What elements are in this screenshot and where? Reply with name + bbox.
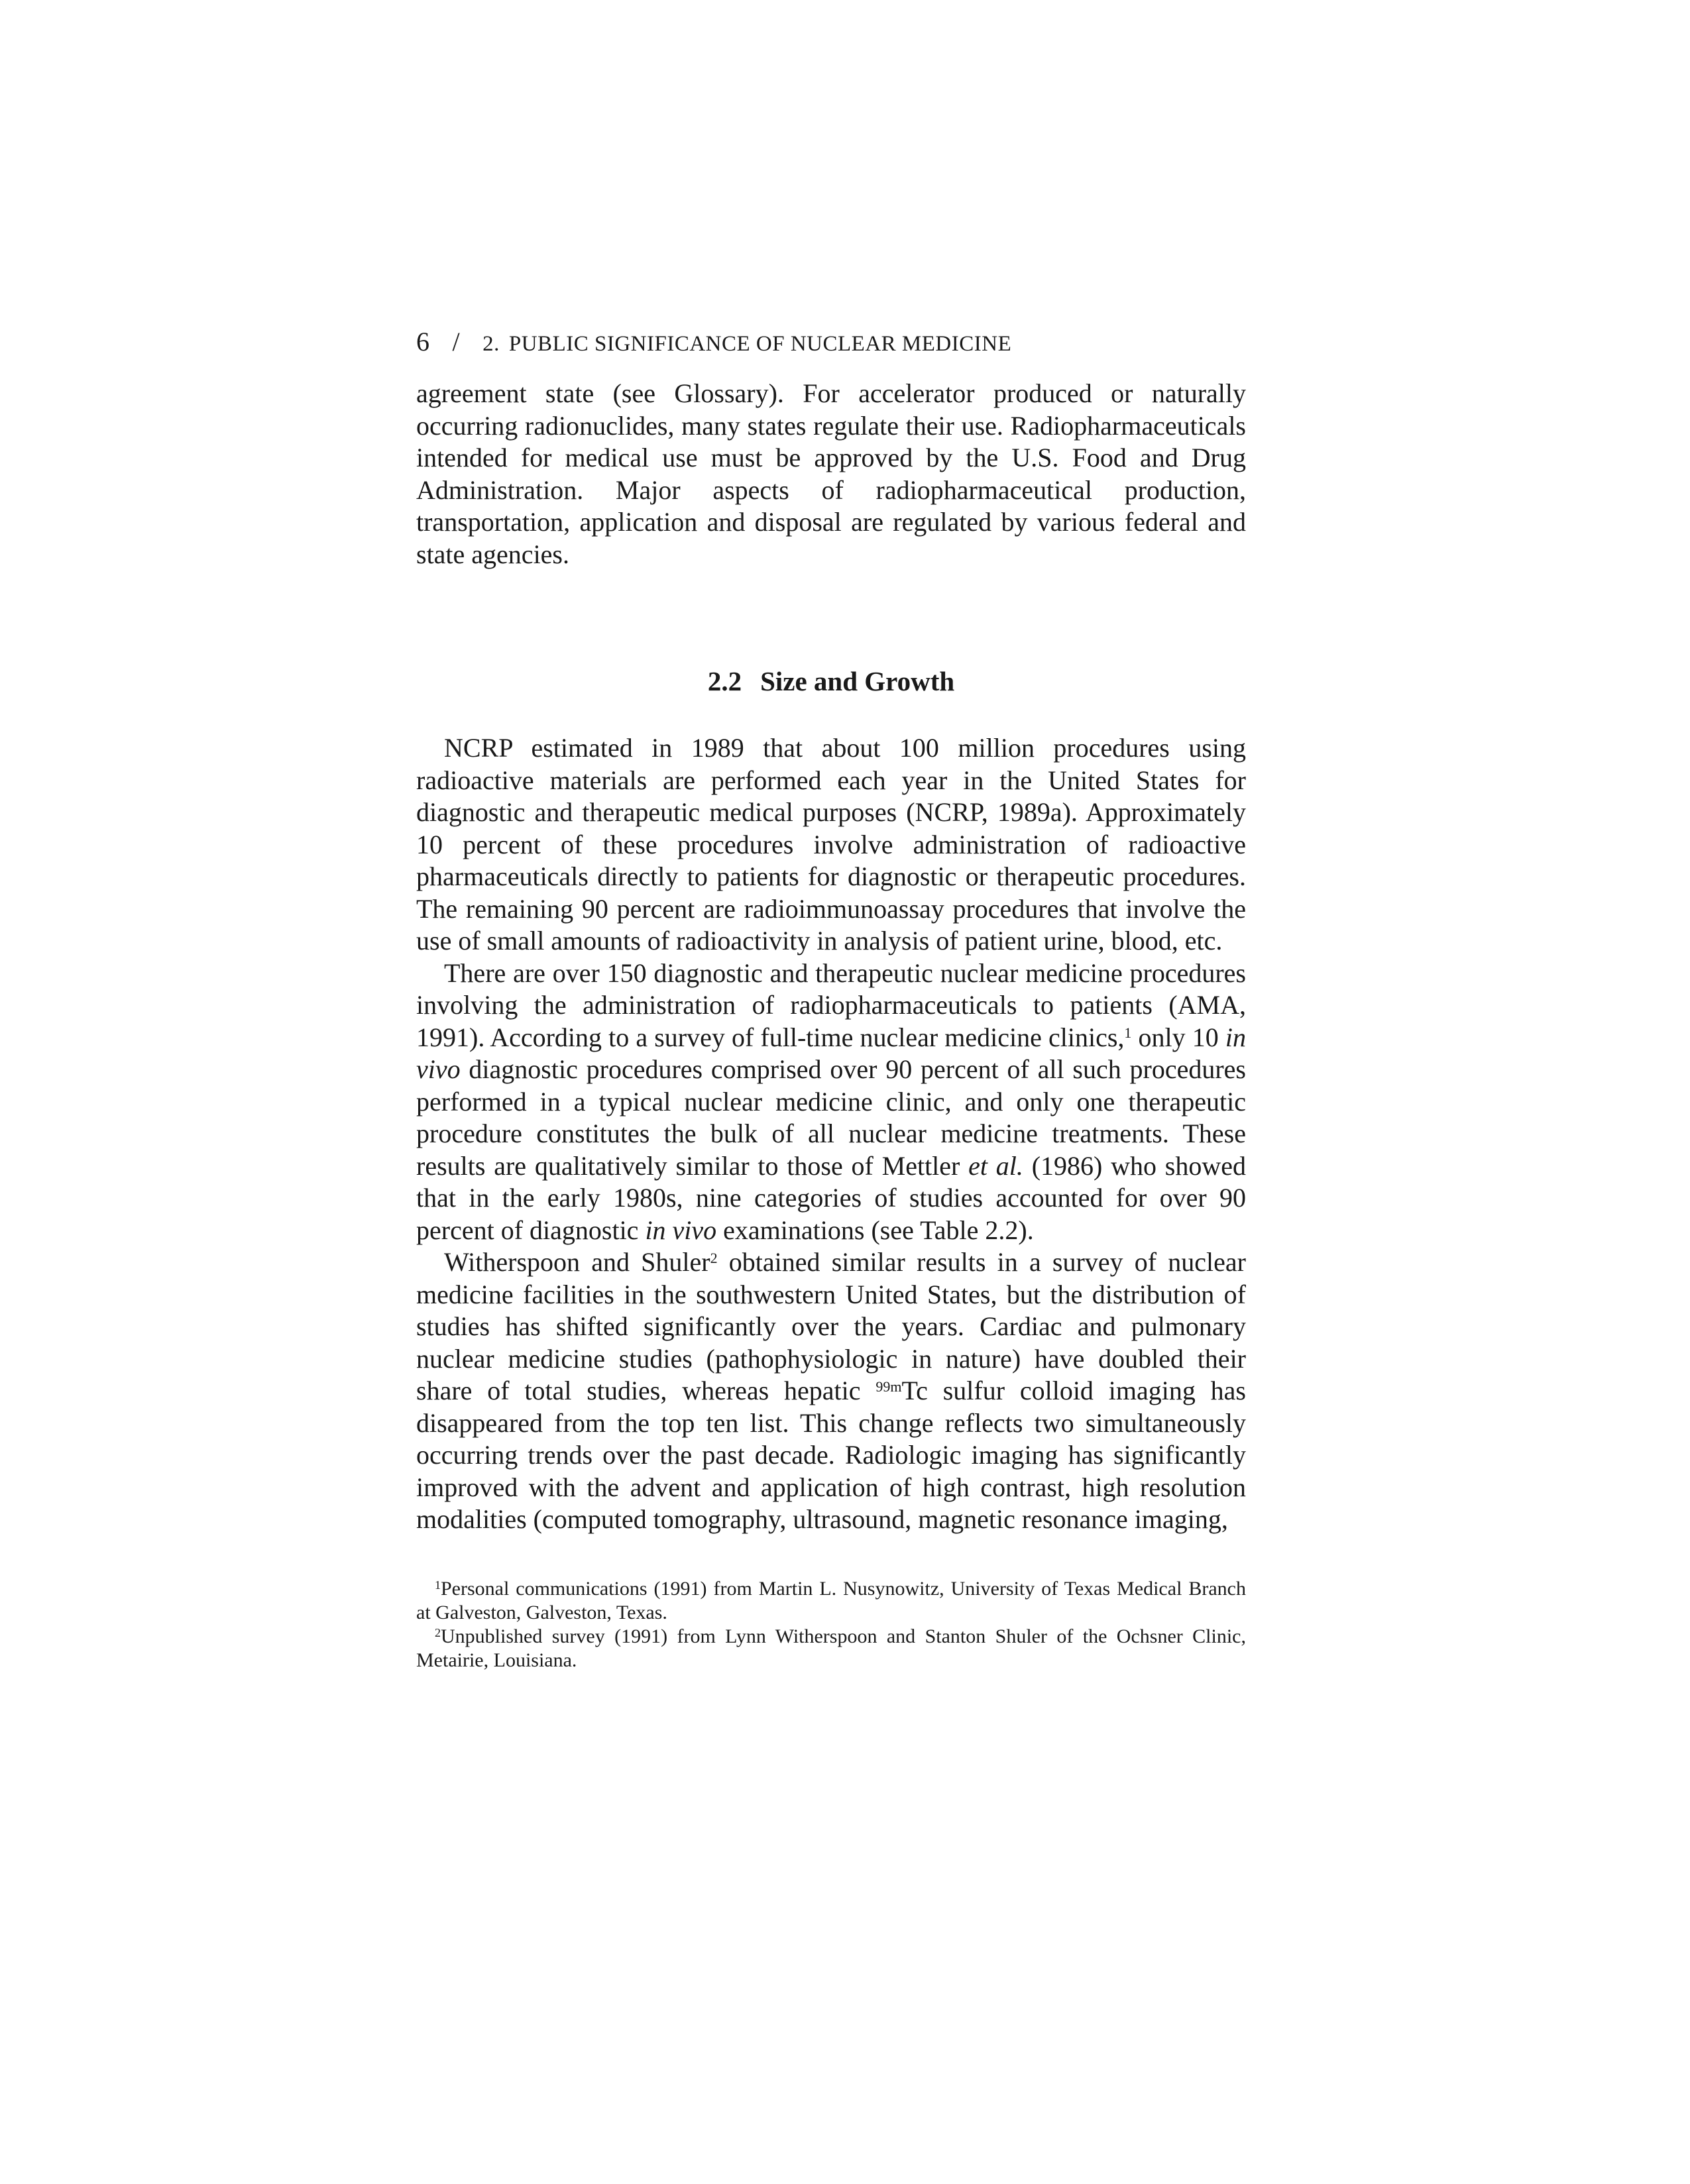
paragraph-text: diagnostic procedures comprised over 90 percent of all such procedures performed in a typical nuclear medicine clinic, and only one therapeutic procedure constitutes the bulk of all nuclear medicine treatments. These results are qualitatively similar to those of Mettler [416, 1054, 1246, 1181]
paragraph-text: only 10 [1131, 1022, 1225, 1052]
intro-paragraph: agreement state (see Glossary). For accelerator produced or naturally occurring radionuclides, many states regulate their use. Radiopharmaceuticals intended for medical use must be approved by the U.S. Food and Drug Administration. Major aspects of radiopharmaceutical production, transportation, application and disposal are regulated by various federal and state agencies. [416, 378, 1246, 569]
section-number: 2.2 [707, 666, 742, 696]
footnote-marker: 1 [435, 1578, 441, 1592]
paragraph-text: examinations (see Table 2.2). [716, 1215, 1034, 1245]
paragraph-text: obtained similar results in a survey of nuclear medicine facilities in the southwestern United States, but the distribution of studies has shifted significantly over the years. Cardiac and pulmonary nuclear medicine studies (pathophysiologic in nature) have doubled their share of total studies, whereas hepatic [416, 1247, 1246, 1405]
paragraph-procedures-estimate: NCRP estimated in 1989 that about 100 million procedures using radioactive materials are performed each year in the United States for diagnostic and therapeutic medical purposes (NCRP, 1989a). Approximately 10 percent of these procedures involve administration of radioactive pharmaceuticals directly to patients for diagnostic or therapeutic procedures. The remaining 90 percent are radioimmunoassay procedures that involve the use of small amounts of radioactivity in analysis of patient urine, blood, etc. [416, 733, 1246, 956]
paragraph-witherspoon-survey [416, 1246, 1246, 1536]
chapter-title: PUBLIC SIGNIFICANCE OF NUCLEAR MEDICINE [508, 332, 1012, 356]
running-head [416, 325, 1246, 359]
footnote-2 [416, 1625, 1246, 1672]
section-heading [416, 665, 1246, 698]
footnote-text: Unpublished survey (1991) from Lynn Witherspoon and Stanton Shuler of the Ochsner Clinic, Metairie, Louisiana. [416, 1625, 1246, 1671]
chapter-number: 2. [482, 332, 500, 356]
paragraph-text: (1986) who showed that in the early 1980s, nine categories of studies accounted for over 90 percent of diagnostic [416, 1150, 1246, 1245]
italic-term: in vivo [645, 1215, 717, 1245]
isotope-mass-number: 99m [875, 1378, 902, 1395]
footnote-1 [416, 1577, 1246, 1625]
paragraph-text: Tc sulfur colloid imaging has disappeared from the top ten list. This change reflects two simultaneously occurring trends over the past decade. Radiologic imaging has significantly improved with the advent and application of high contrast, high resolution modalities (computed tomography, ultrasound, magnetic resonance imaging, [416, 1376, 1246, 1534]
footnote-reference-2[interactable]: 2 [710, 1249, 718, 1266]
running-head-separator: / [452, 327, 461, 356]
paragraph-text: Witherspoon and Shuler [444, 1247, 710, 1277]
footnote-reference-1[interactable]: 1 [1124, 1024, 1132, 1042]
paragraph-procedure-survey [416, 957, 1246, 1247]
book-page [416, 325, 1246, 1672]
page-number: 6 [416, 327, 430, 356]
footnotes [416, 1577, 1246, 1672]
footnote-marker: 2 [435, 1625, 441, 1639]
italic-term: in vivo [416, 1022, 1246, 1084]
footnote-text: Personal communications (1991) from Martin L. Nusynowitz, University of Texas Medical Branch at Galveston, Galveston, Texas. [416, 1577, 1246, 1623]
section-title: Size and Growth [760, 666, 955, 696]
paragraph-text: There are over 150 diagnostic and therapeutic nuclear medicine procedures involving the administration of radiopharmaceuticals to patients (AMA, 1991). According to a survey of full-time nuclear medicine clinics, [416, 957, 1246, 1052]
italic-term: et al. [968, 1150, 1023, 1181]
